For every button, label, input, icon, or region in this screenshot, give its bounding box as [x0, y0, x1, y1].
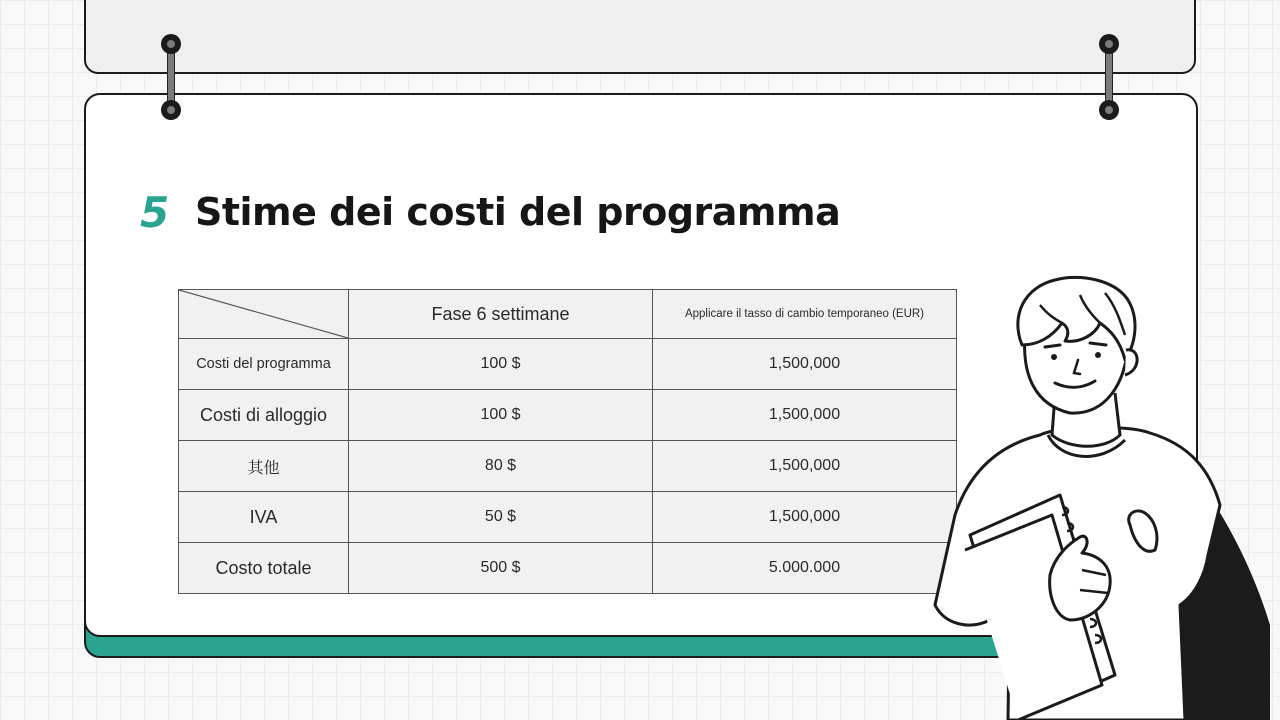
table-row — [179, 339, 957, 390]
row-label: Costo totale — [179, 543, 349, 594]
page-title: Stime dei costi del programma — [195, 190, 841, 234]
table-row — [179, 441, 957, 492]
table-header-row — [179, 290, 957, 339]
binder-ring-icon — [167, 48, 175, 108]
row-label: 其他 — [179, 441, 349, 492]
student-illustration — [930, 275, 1270, 720]
phase-cost-cell: 100 $ — [349, 390, 653, 441]
phase-cost-cell: 500 $ — [349, 543, 653, 594]
phase-cost-cell: 80 $ — [349, 441, 653, 492]
eur-cost-cell: 1,500,000 — [653, 339, 957, 390]
binder-ring-hole-icon — [1099, 34, 1119, 54]
cost-table — [178, 289, 957, 594]
top-card — [84, 0, 1196, 74]
table-row — [179, 390, 957, 441]
row-label: IVA — [179, 492, 349, 543]
section-number: 5 — [140, 188, 170, 237]
binder-ring-hole-icon — [161, 34, 181, 54]
binder-ring-hole-icon — [161, 100, 181, 120]
eur-cost-cell: 1,500,000 — [653, 390, 957, 441]
binder-ring-icon — [1105, 48, 1113, 108]
table-row — [179, 492, 957, 543]
eur-cost-cell: 1,500,000 — [653, 492, 957, 543]
column-header-phase: Fase 6 settimane — [349, 290, 653, 339]
diagonal-line-icon — [179, 290, 348, 338]
table-corner-cell — [179, 290, 349, 339]
row-label: Costi di alloggio — [179, 390, 349, 441]
eur-cost-cell: 5.000.000 — [653, 543, 957, 594]
phase-cost-cell: 100 $ — [349, 339, 653, 390]
row-label: Costi del programma — [179, 339, 349, 390]
phase-cost-cell: 50 $ — [349, 492, 653, 543]
binder-ring-hole-icon — [1099, 100, 1119, 120]
table-row-total — [179, 543, 957, 594]
column-header-eur: Applicare il tasso di cambio temporaneo (EUR) — [653, 290, 957, 339]
eur-cost-cell: 1,500,000 — [653, 441, 957, 492]
